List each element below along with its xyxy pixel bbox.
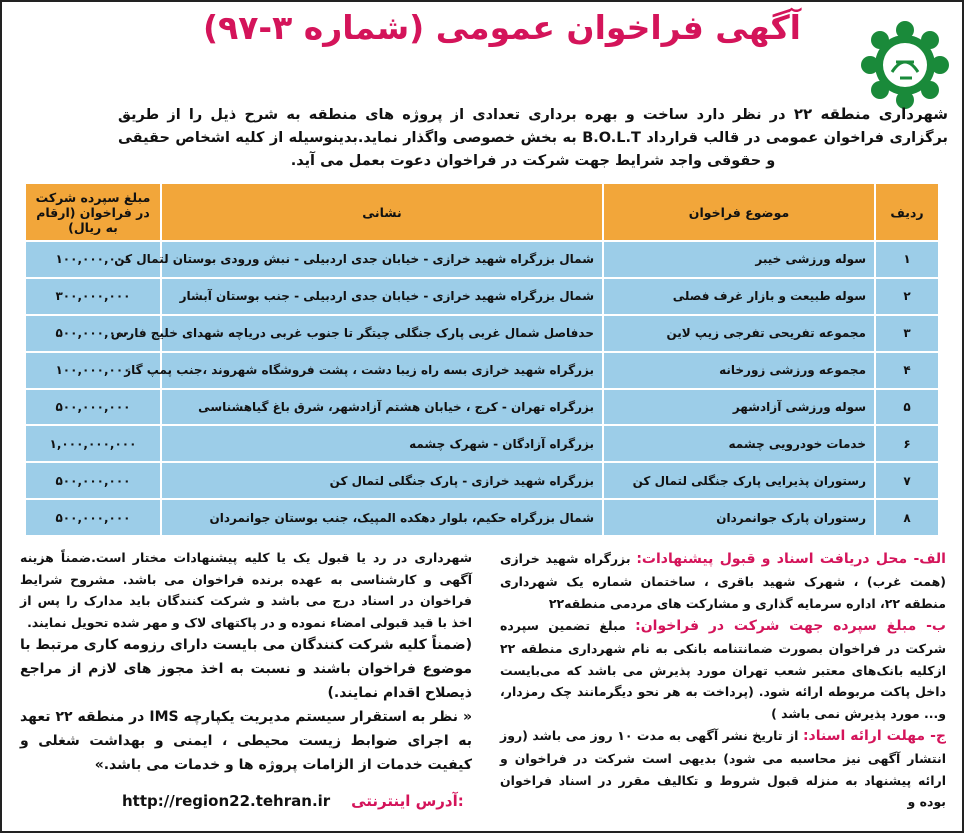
address-cell: شمال بزرگراه حکیم، بلوار دهکده المپیک، جنب بوستان جوانمردان <box>161 499 603 536</box>
left-paragraph-3: « نظر به استقرار سیستم مدیریت یکپارچه IMS در منطقه ۲۲ تعهد به اجرای ضوابط زیست محیطی ، ایمنی و بهداشت شغلی و کیفیت خدمات از الزامات پروژه ها و خدمات می باشد.» <box>20 709 473 773</box>
header-address: نشانی <box>161 183 603 241</box>
address-cell: شمال بزرگراه شهید خرازی - خیابان جدی اردبیلی - نبش ورودی بوستان لتمال کن <box>161 241 603 278</box>
website-label: آدرس اینترنتی: <box>351 792 464 810</box>
website-row <box>122 792 482 818</box>
row-number-cell: ۵ <box>875 389 939 426</box>
section-a-text: بزرگراه شهید خرازی (همت غرب) ، شهرک شهید باقری ، ساختمان شماره یک شهرداری منطقه ۲۲، اداره سرمایه گذاری و مشارکت های مردمی منطقه۲۲ <box>500 551 946 611</box>
subject-cell: سوله ورزشی خیبر <box>603 241 875 278</box>
amount-cell: ۵۰۰,۰۰۰,۰۰۰ <box>25 389 161 426</box>
table-row <box>25 462 939 499</box>
table-row <box>25 352 939 389</box>
subject-cell: رستوران پارک جوانمردان <box>603 499 875 536</box>
subject-cell: مجموعه ورزشی زورخانه <box>603 352 875 389</box>
address-cell: بزرگراه آزادگان - شهرک چشمه <box>161 425 603 462</box>
table-row <box>25 278 939 315</box>
amount-cell: ۱۰۰,۰۰۰,۰۰۰ <box>25 352 161 389</box>
address-cell: حدفاصل شمال غربی پارک جنگلی چیتگر تا جنوب غربی دریاچه شهدای خلیج فارس <box>161 315 603 352</box>
amount-cell: ۵۰۰,۰۰۰,۰۰۰ <box>25 499 161 536</box>
address-cell: شمال بزرگراه شهید خرازی - خیابان جدی اردبیلی - جنب بوستان آبشار <box>161 278 603 315</box>
municipality-name: شهرداری منطقه ۲۲ <box>793 105 948 123</box>
header-subject: موضوع فراخوان <box>603 183 875 241</box>
details-right-column <box>500 547 946 813</box>
address-cell: بزرگراه شهید خرازی بسه راه زیبا دشت ، پشت فروشگاه شهروند ،جنب پمپ گاز <box>161 352 603 389</box>
row-number-cell: ۶ <box>875 425 939 462</box>
details-left-column <box>20 547 472 777</box>
section-b-label: ب- مبلغ سپرده جهت شرکت در فراخوان: <box>635 618 946 634</box>
address-cell: بزرگراه شهید خرازی - پارک جنگلی لتمال کن <box>161 462 603 499</box>
amount-cell: ۵۰۰,۰۰۰,۰۰۰ <box>25 315 161 352</box>
left-paragraph-2: (ضمناً کلیه شرکت کنندگان می بایست دارای رزومه کاری مرتبط با موضوع فراخوان باشند و نسبت به اخذ مجوز های لازم از مراجع ذیصلاح اقدام نمایند.) <box>20 637 472 701</box>
tehran-municipality-logo-icon <box>862 22 948 108</box>
row-number-cell: ۲ <box>875 278 939 315</box>
projects-table <box>24 182 940 537</box>
left-paragraph-1: شهرداری در رد یا قبول یک یا کلیه پیشنهادات مختار است.ضمناً هزینه آگهی و کارشناسی به عهده برنده فراخوان می باشد. مشروح شرایط فراخوان در اسناد درج می باشد و شرکت کنندگان باید مدارک را پس از اخذ با قید قبولی امضاء نموده و در پاکتهای لاک و مهر شده تحویل نمایند. <box>20 550 472 630</box>
subject-cell: رستوران پذیرایی پارک جنگلی لتمال کن <box>603 462 875 499</box>
section-c <box>500 724 946 813</box>
subject-cell: مجموعه تفریحی تفرجی زیپ لاین <box>603 315 875 352</box>
subject-cell: سوله طبیعت و بازار غرف فصلی <box>603 278 875 315</box>
header-amount: مبلغ سپرده شرکت در فراخوان (ارقام به ریال) <box>25 183 161 241</box>
intro-text: در نظر دارد ساخت و بهره برداری تعدادی از پروژه های منطقه به شرح ذیل را از طریق برگزاری فراخوان عمومی در قالب قرارداد B.O.L.T به بخش خصوصی واگذار نماید.بدینوسیله از کلیه اشخاص حقیقی و حقوقی واجد شرایط جهت شرکت در فراخوان دعوت بعمل می آید. <box>118 107 948 169</box>
table-row <box>25 315 939 352</box>
address-cell: بزرگراه تهران - کرج ، خیابان هشتم آزادشهر، شرق باغ گیاهشناسی <box>161 389 603 426</box>
subject-cell: خدمات خودرویی چشمه <box>603 425 875 462</box>
row-number-cell: ۸ <box>875 499 939 536</box>
subject-cell: سوله ورزشی آزادشهر <box>603 389 875 426</box>
amount-cell: ۳۰۰,۰۰۰,۰۰۰ <box>25 278 161 315</box>
row-number-cell: ۱ <box>875 241 939 278</box>
amount-cell: ۱۰۰,۰۰۰,۰۰۰ <box>25 241 161 278</box>
amount-cell: ۱,۰۰۰,۰۰۰,۰۰۰ <box>25 425 161 462</box>
section-b-text: مبلغ تضمین سپرده شرکت در فراخوان بصورت ضمانتنامه بانکی به نام شهرداری منطقه ۲۲ ازکلیه بانک‌های معتبر شعب تهران مورد پذیرش می باشد که می‌بایست داخل پاکت مربوطه ارائه شود. (پرداخت به هر نحو دیگرمانند چک رمزدار، و... مورد پذیرش نمی باشد ) <box>500 618 946 721</box>
section-b <box>500 614 946 724</box>
amount-cell: ۵۰۰,۰۰۰,۰۰۰ <box>25 462 161 499</box>
table-row <box>25 425 939 462</box>
website-url[interactable]: http://region22.tehran.ir <box>122 792 331 810</box>
announcement-title: آگهی فراخوان عمومی (شماره ۳-۹۷) <box>203 8 801 47</box>
section-c-label: ج- مهلت ارائه اسناد: <box>802 728 946 744</box>
row-number-cell: ۴ <box>875 352 939 389</box>
section-c-text: از تاریخ نشر آگهی به مدت ۱۰ روز می باشد (روز انتشار آگهی نیز محاسبه می شود) بدیهی است شرکت در فراخوان و ارائه پیشنهاد به منزله قبول شروط و تکالیف مقرر در اسناد فراخوان بوده و <box>500 728 946 809</box>
section-a-label: الف- محل دریافت اسناد و قبول پیشنهادات: <box>636 551 946 567</box>
row-number-cell: ۳ <box>875 315 939 352</box>
projects-table-wrapper <box>26 182 940 537</box>
table-row <box>25 389 939 426</box>
header-row-number: ردیف <box>875 183 939 241</box>
intro-paragraph <box>118 103 948 173</box>
table-row <box>25 499 939 536</box>
table-row <box>25 241 939 278</box>
row-number-cell: ۷ <box>875 462 939 499</box>
section-a <box>500 547 946 614</box>
table-header-row <box>25 183 939 241</box>
